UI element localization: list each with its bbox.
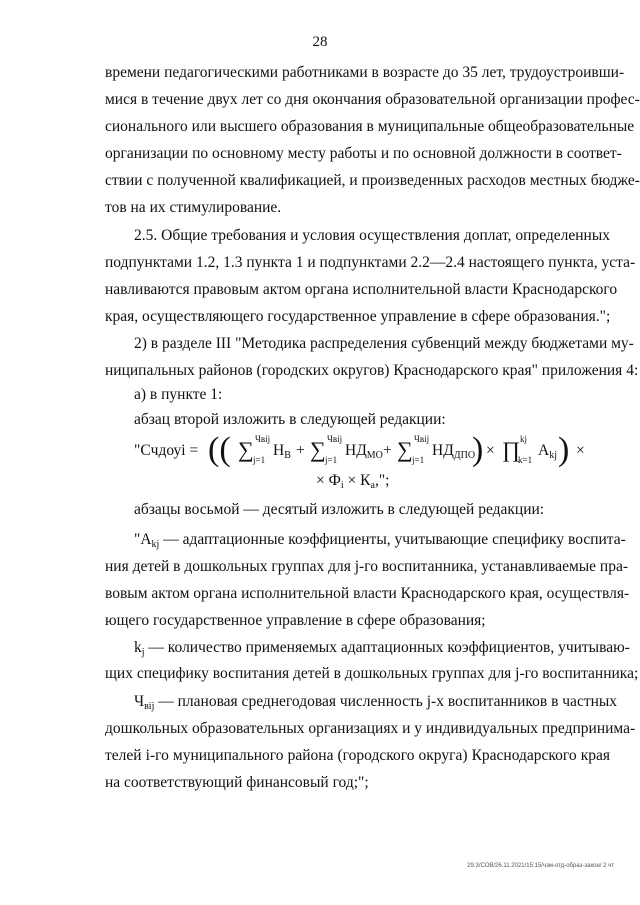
text-line: щих специфику воспитания детей в дошкольных группах для j-го воспитанника;	[105, 665, 639, 682]
text-line: "$А_{kj}$ — адаптационные коэффициенты, учитывающие специфику воспита-	[134, 531, 626, 550]
formula-open-paren: ((	[208, 431, 231, 468]
formula-sum-upper: Чвij	[414, 434, 430, 444]
formula-sum-lower: j=1	[325, 455, 338, 465]
formula-sum-symbol: ∑	[238, 437, 254, 462]
formula-plus: +	[383, 442, 392, 459]
text-line: а) в пункте 1:	[134, 386, 223, 403]
text-line: 2.5. Общие требования и условия осуществления доплат, определенных	[134, 227, 610, 244]
formula-term-nd-mo: $НД_{МО}$	[345, 442, 383, 461]
text-line: ющего государственное управление в сфере образования;	[105, 612, 486, 629]
formula-prod-symbol: ∏	[502, 437, 521, 462]
text-line: абзацы восьмой — десятый изложить в следующей редакции:	[134, 501, 545, 518]
formula-sum-symbol: ∑	[310, 437, 326, 462]
formula-sum-lower: j=1	[253, 455, 266, 465]
page-number: 28	[312, 34, 328, 50]
footer-meta: 29.3/СОВ/26.11.2021/15:15/чзм-отд-образ-закон/ 2 чт	[467, 863, 614, 869]
text-line: времени педагогическими работниками в возрасте до 35 лет, трудоустроивши-	[105, 64, 625, 81]
text-line: ствии с полученной квалификацией, и произведенных расходов местных бюдже-	[105, 172, 640, 189]
text-line: абзац второй изложить в следующей редакции:	[134, 411, 446, 428]
text-line: 2) в разделе III "Методика распределения субвенций между бюджетами му-	[134, 335, 634, 352]
text-line: сионального или высшего образования в муниципальные общеобразовательные	[105, 118, 635, 135]
formula-sum-lower: j=1	[412, 455, 425, 465]
formula-times: ×	[486, 442, 495, 459]
formula	[134, 432, 614, 472]
text-line: вовым актом органа исполнительной власти Краснодарского края, осуществля-	[105, 585, 630, 602]
formula-plus: +	[296, 442, 305, 459]
formula-line-2: × $Ф_i \times К_а$,";	[316, 472, 390, 491]
text-line: подпунктами 1.2, 1.3 пункта 1 и подпунктами 2.2—2.4 настоящего пункта, уста-	[105, 254, 636, 271]
text-line: ния детей в дошкольных группах для j-го воспитанника, устанавливаемые пра-	[105, 558, 629, 575]
formula-prod-lower: k=1	[518, 455, 533, 465]
formula-sum-symbol: ∑	[397, 437, 413, 462]
text-line: тов на их стимулирование.	[105, 199, 282, 216]
text-line: дошкольных образовательных организациях и у индивидуальных предпринима-	[105, 720, 636, 737]
formula-lhs: "Cчдоуi =	[134, 442, 199, 459]
formula-term-h: $H_В$	[273, 442, 291, 461]
formula-sum-upper: Чвij	[255, 434, 271, 444]
text-line: ниципальных районов (городских округов) Краснодарского края" приложения 4:	[105, 362, 639, 379]
text-line: навливаются правовым актом органа исполнительной власти Краснодарского	[105, 281, 618, 298]
text-line: $Ч_{вij}$ — плановая среднегодовая численность j-х воспитанников в частных	[134, 693, 618, 712]
formula-times: ×	[576, 442, 585, 459]
text-line: телей i-го муниципального района (городского округа) Краснодарского края	[105, 747, 610, 764]
text-line: $k_j$ — количество применяемых адаптационных коэффициентов, учитываю-	[134, 639, 630, 658]
formula-sum-upper: Чвij	[327, 434, 343, 444]
formula-close-paren: )	[472, 431, 484, 468]
formula-term-nd-dpo: $НД_{ДПО}$	[432, 442, 476, 461]
text-line: мися в течение двух лет со дня окончания образовательной организации профес-	[105, 91, 640, 108]
text-line: организации по основному месту работы и по основной должности в соответ-	[105, 145, 622, 162]
formula-term-a: $A_{kj}$	[538, 442, 557, 461]
text-line: края, осуществляющего государственное управление в сфере образования.";	[105, 308, 611, 325]
text-line: на соответствующий финансовый год;";	[105, 774, 369, 791]
formula-close-paren: )	[558, 431, 570, 468]
formula-prod-upper: kj	[520, 434, 528, 444]
